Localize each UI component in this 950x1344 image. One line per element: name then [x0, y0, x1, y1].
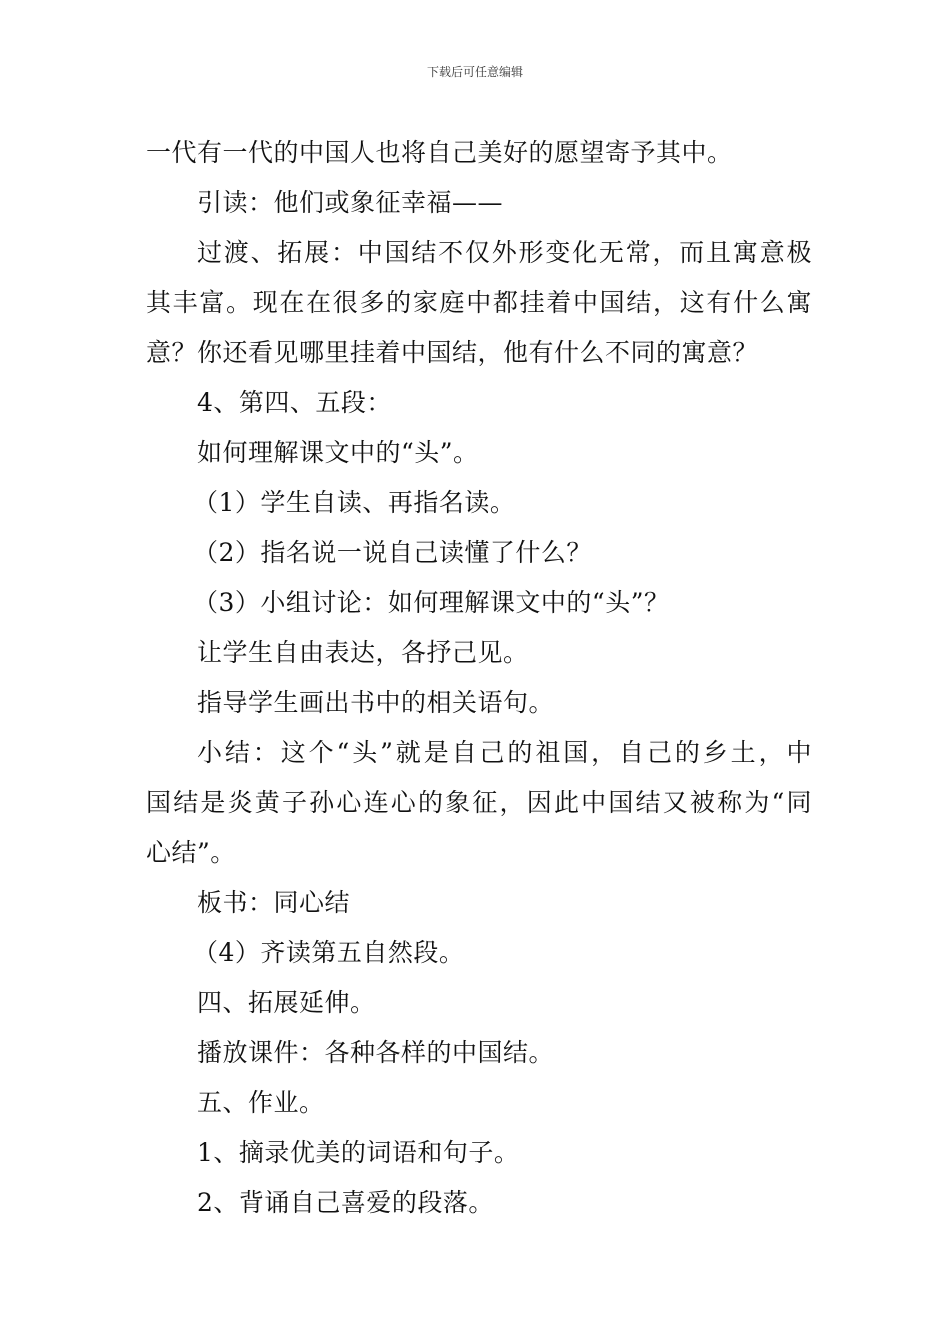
- blackboard-note: 板书：同心结: [197, 888, 351, 917]
- paragraph-line: 指导学生画出书中的相关语句。: [197, 688, 555, 717]
- paragraph-line: 小结：这个“头”就是自己的祖国，自己的乡土，中: [197, 738, 812, 767]
- paragraph-line: 意？你还看见哪里挂着中国结，他有什么不同的寓意？: [146, 338, 759, 367]
- paragraph-line: 让学生自由表达，各抒己见。: [197, 638, 529, 667]
- list-item: （1）学生自读、再指名读。: [193, 488, 516, 517]
- section-heading: 四、拓展延伸。: [197, 988, 376, 1017]
- list-item: 1、摘录优美的词语和句子。: [197, 1138, 520, 1167]
- paragraph-line: 国结是炎黄子孙心连心的象征，因此中国结又被称为“同: [146, 788, 812, 817]
- list-item: 2、背诵自己喜爱的段落。: [197, 1188, 494, 1217]
- paragraph-line: 过渡、拓展：中国结不仅外形变化无常，而且寓意极: [197, 238, 812, 267]
- section-heading: 五、作业。: [197, 1088, 325, 1117]
- list-item: （4）齐读第五自然段。: [193, 938, 465, 967]
- paragraph-line: 如何理解课文中的“头”。: [197, 438, 479, 467]
- list-item: （3）小组讨论：如何理解课文中的“头”？: [193, 588, 670, 617]
- paragraph-line: 其丰富。现在在很多的家庭中都挂着中国结，这有什么寓: [146, 288, 812, 317]
- paragraph-line: 播放课件：各种各样的中国结。: [197, 1038, 555, 1067]
- section-heading: 4、第四、五段：: [197, 388, 392, 417]
- paragraph-line: 引读：他们或象征幸福——: [197, 188, 504, 217]
- document-body: [146, 128, 812, 1228]
- paragraph-line: 心结”。: [146, 838, 236, 867]
- list-item: （2）指名说一说自己读懂了什么？: [193, 538, 592, 567]
- paragraph-line: 一代有一代的中国人也将自己美好的愿望寄予其中。: [146, 138, 733, 167]
- page-header: 下载后可任意编辑: [426, 65, 523, 79]
